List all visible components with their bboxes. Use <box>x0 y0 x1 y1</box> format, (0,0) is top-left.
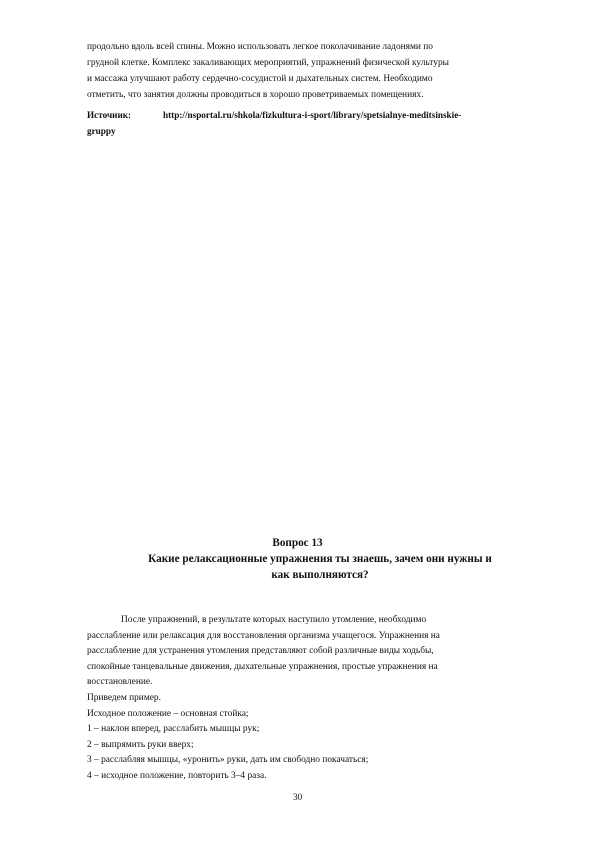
paragraph-line: продольно вдоль всей спины. Можно использовать легкое поколачивание ладонями по <box>87 42 433 52</box>
answer-body <box>87 613 537 785</box>
body-line: 4 – исходное положение, повторить 3–4 раза. <box>87 770 267 781</box>
body-line: расслабление для устранения утомления представляют собой различные виды ходьбы, <box>87 646 434 657</box>
paragraph-line: грудной клетке. Комплекс закаливающих мероприятий, упражнений физической культуры <box>87 58 449 68</box>
question-line: как выполняются? <box>271 569 369 581</box>
top-paragraph <box>87 39 527 103</box>
page-number: 30 <box>292 793 303 803</box>
source-label: Источник: <box>87 110 132 120</box>
body-line: После упражнений, в результате которых наступило утомление, необходимо <box>121 615 427 625</box>
body-line: восстановление. <box>87 677 153 688</box>
body-line: спокойные танцевальные движения, дыхательные упражнения, простые упражнения на <box>87 661 438 672</box>
body-line: Исходное положение – основная стойка; <box>87 708 249 719</box>
source-url[interactable]: http://nsportal.ru/shkola/fizkultura-i-sport/library/spetsialnye-meditsinskie- <box>163 110 462 120</box>
source-url-continuation[interactable]: gruppy <box>87 126 116 136</box>
body-line: расслабление или релаксация для восстановления организма учащегося. Упражнения на <box>87 630 440 641</box>
body-line: Приведем пример. <box>87 692 161 703</box>
question-title: Вопрос 13 <box>272 537 323 549</box>
body-line: 3 – расслабляя мышцы, «уронить» руки, дать им свободно покачаться; <box>87 755 369 766</box>
paragraph-line: отметить, что занятия должны проводиться в хорошо проветриваемых помещениях. <box>87 90 424 100</box>
source-citation <box>87 107 557 139</box>
question-heading <box>100 551 540 583</box>
body-line: 2 – выпрямить руки вверх; <box>87 739 194 750</box>
question-line: Какие релаксационные упражнения ты знаешь, зачем они нужны и <box>148 553 492 565</box>
body-line: 1 – наклон вперед, расслабить мышцы рук; <box>87 724 260 735</box>
paragraph-line: и массажа улучшают работу сердечно-сосудистой и дыхательных систем. Необходимо <box>87 74 433 84</box>
